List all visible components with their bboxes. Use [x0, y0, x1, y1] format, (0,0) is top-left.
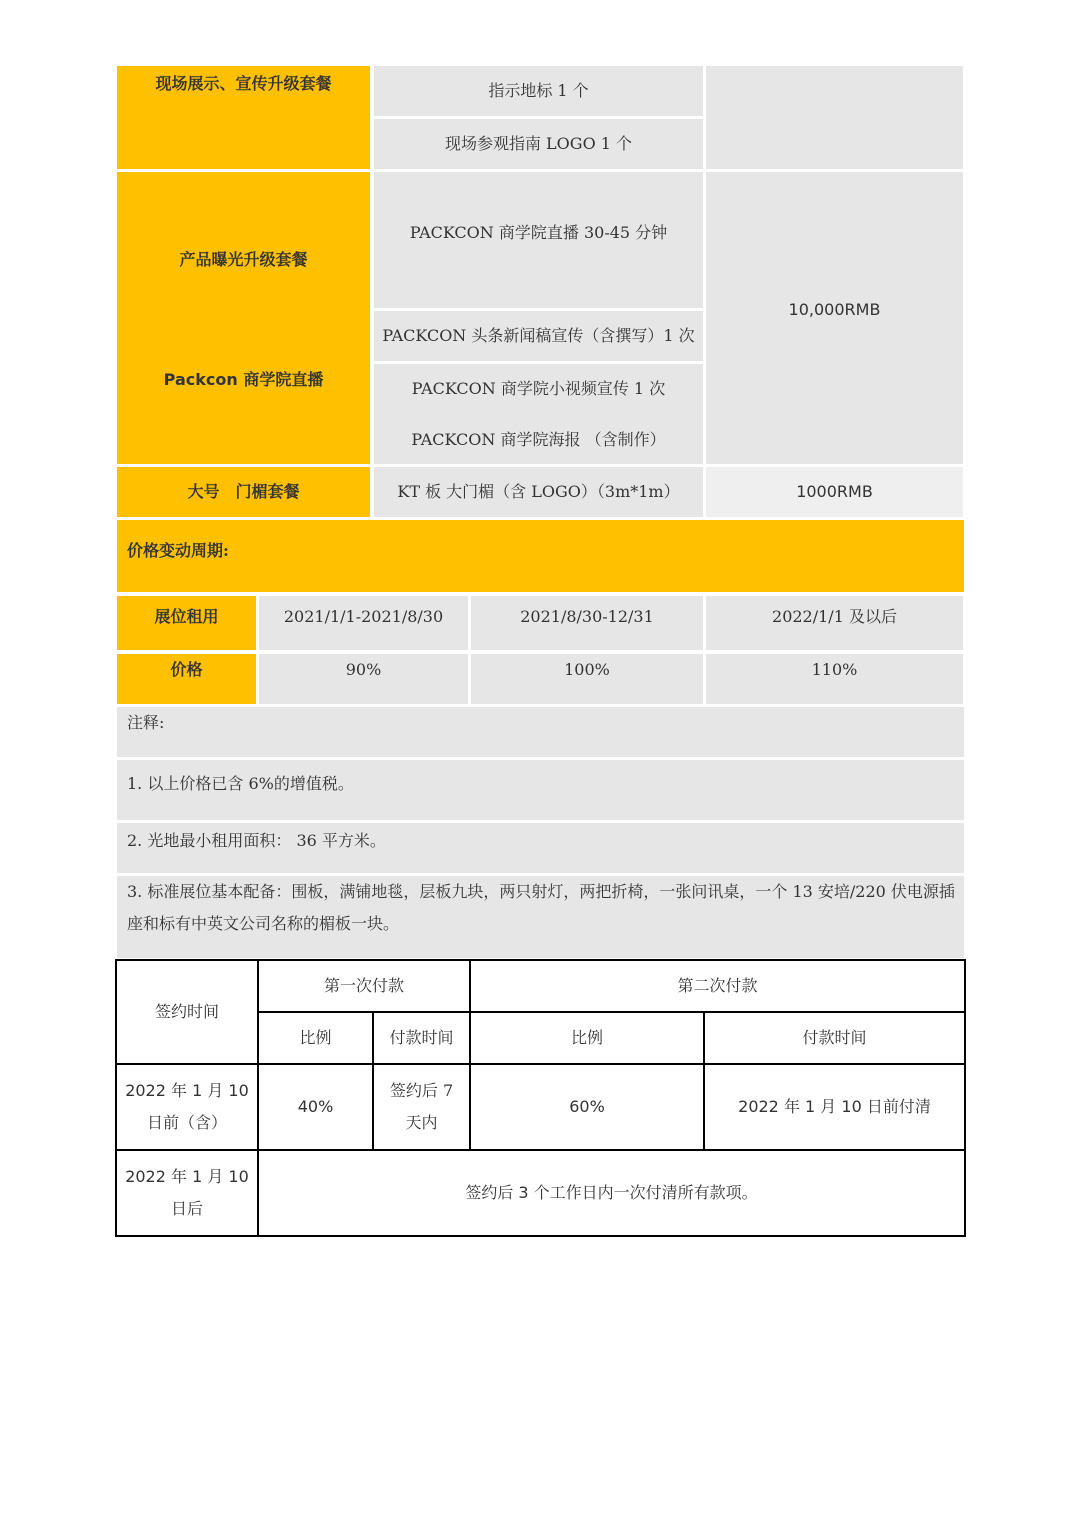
exposure-item-live: PACKCON 商学院直播 30-45 分钟	[374, 172, 703, 308]
exposure-item-video: PACKCON 商学院小视频宣传 1 次	[411, 378, 666, 398]
price-period-title: 价格变动周期:	[117, 520, 964, 592]
period-1: 2021/1/1-2021/8/30	[259, 596, 468, 650]
booth-rent-label: 展位租用	[117, 596, 256, 650]
second-ratio-header: 比例	[471, 1013, 705, 1065]
notes-heading: 注释:	[117, 707, 964, 757]
display-package-title: 现场展示、宣传升级套餐	[117, 66, 370, 169]
price-label: 价格	[117, 654, 256, 704]
first-payment-header: 第一次付款	[259, 961, 471, 1013]
note-1: 1. 以上价格已含 6%的增值税。	[117, 760, 964, 820]
row1-time2: 2022 年 1 月 10 日前付清	[705, 1065, 966, 1151]
row1-ratio2: 60%	[471, 1065, 705, 1151]
gate-item: KT 板 大门楣（含 LOGO）（3m*1m）	[374, 467, 703, 517]
payment-table	[115, 959, 966, 1237]
period-3: 2022/1/1 及以后	[706, 596, 963, 650]
first-time-header: 付款时间	[374, 1013, 471, 1065]
display-item-landmark: 指示地标 1 个	[374, 66, 703, 116]
academy-live-title: Packcon 商学院直播	[163, 370, 324, 389]
display-item-guide-logo: 现场参观指南 LOGO 1 个	[374, 119, 703, 169]
row1-time1: 签约后 7 天内	[374, 1065, 471, 1151]
second-payment-header: 第二次付款	[471, 961, 966, 1013]
first-ratio-header: 比例	[259, 1013, 374, 1065]
row2-text: 签约后 3 个工作日内一次付清所有款项。	[259, 1151, 966, 1237]
rate-2: 100%	[471, 654, 703, 704]
exposure-item-news: PACKCON 头条新闻稿宣传（含撰写）1 次	[374, 311, 703, 361]
exposure-price: 10,000RMB	[706, 172, 963, 464]
exposure-items-video-poster	[374, 364, 703, 464]
exposure-item-poster: PACKCON 商学院海报 （含制作）	[411, 429, 666, 449]
gate-price: 1000RMB	[706, 467, 963, 517]
period-2: 2021/8/30-12/31	[471, 596, 703, 650]
row1-ratio1: 40%	[259, 1065, 374, 1151]
rate-1: 90%	[259, 654, 468, 704]
exposure-package-title: 产品曝光升级套餐	[179, 250, 308, 269]
exposure-package-title-cell	[117, 172, 370, 464]
sign-time-header: 签约时间	[117, 961, 259, 1065]
rate-3: 110%	[706, 654, 963, 704]
display-price-cell	[706, 66, 963, 169]
second-time-header: 付款时间	[705, 1013, 966, 1065]
row1-date: 2022 年 1 月 10 日前（含）	[117, 1065, 259, 1151]
gate-package-title: 大号 门楣套餐	[117, 467, 370, 517]
note-3: 3. 标准展位基本配备：围板，满铺地毯，层板九块，两只射灯，两把折椅，一张问讯桌，一个 13 安培/220 伏电源插座和标有中英文公司名称的楣板一块。	[117, 876, 964, 958]
note-2: 2. 光地最小租用面积： 36 平方米。	[117, 823, 964, 873]
row2-date: 2022 年 1 月 10 日后	[117, 1151, 259, 1237]
